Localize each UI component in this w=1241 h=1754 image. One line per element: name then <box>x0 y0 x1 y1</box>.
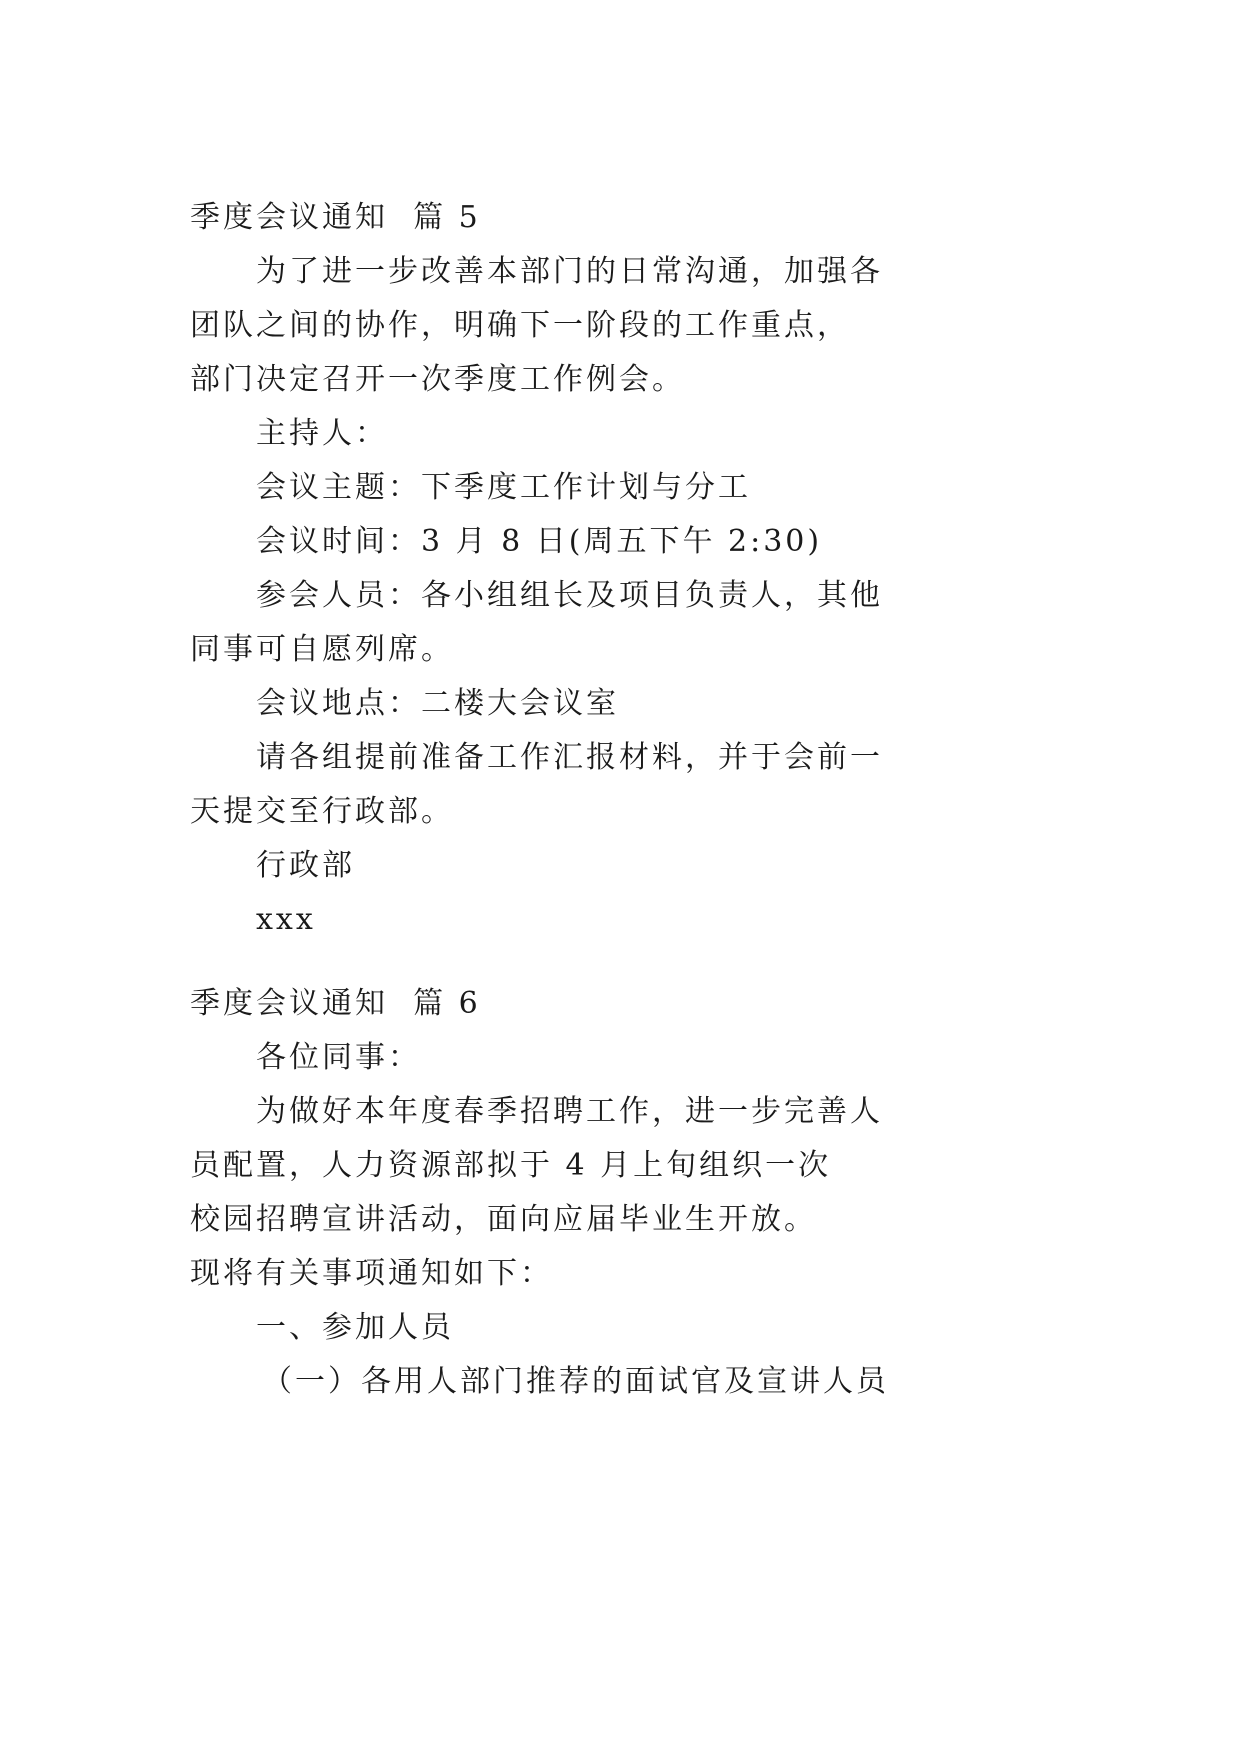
body-paragraph-line: 现将有关事项通知如下： <box>190 1256 553 1291</box>
time-line: 会议时间：3 月 8 日(周五下午 2:30) <box>256 524 823 559</box>
organizer-line: 主持人： <box>256 416 388 451</box>
signature-line: xxx <box>256 902 316 937</box>
section-heading: 季度会议通知 篇 5 <box>190 200 481 235</box>
body-paragraph-line: 员配置，人力资源部拟于 4 月上旬组织一次 <box>190 1148 832 1183</box>
body-paragraph-line: 校园招聘宣讲活动，面向应届毕业生开放。 <box>190 1202 817 1237</box>
section-heading: 季度会议通知 篇 6 <box>190 986 481 1021</box>
request-line: 请各组提前准备工作汇报材料，并于会前一 <box>256 740 883 775</box>
list-sub-item: （一）各用人部门推荐的面试官及宣讲人员 <box>262 1364 889 1399</box>
issuer-line: 行政部 <box>256 848 355 883</box>
list-item-heading: 一、参加人员 <box>256 1310 454 1345</box>
body-paragraph-line: 为了进一步改善本部门的日常沟通，加强各 <box>256 254 883 289</box>
body-paragraph-line: 部门决定召开一次季度工作例会。 <box>190 362 685 397</box>
body-paragraph-line: 团队之间的协作，明确下一阶段的工作重点， <box>190 308 850 343</box>
participants-line: 同事可自愿列席。 <box>190 632 454 667</box>
participants-line: 参会人员：各小组组长及项目负责人，其他 <box>256 578 883 613</box>
request-line: 天提交至行政部。 <box>190 794 454 829</box>
body-paragraph-line: 为做好本年度春季招聘工作，进一步完善人 <box>256 1094 883 1129</box>
salutation-line: 各位同事： <box>256 1040 421 1075</box>
venue-line: 会议地点：二楼大会议室 <box>256 686 619 721</box>
topic-line: 会议主题：下季度工作计划与分工 <box>256 470 751 505</box>
